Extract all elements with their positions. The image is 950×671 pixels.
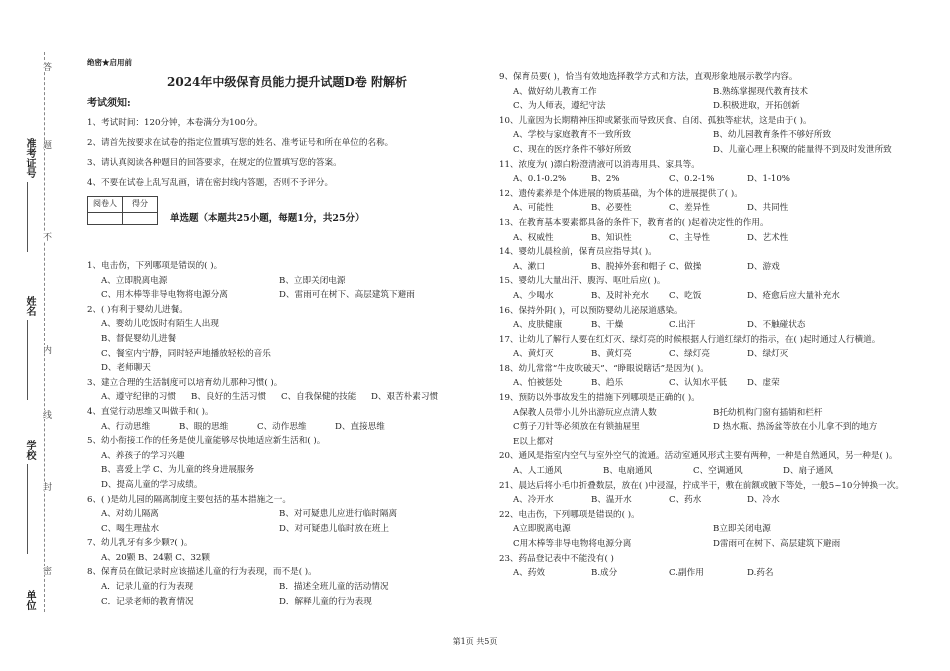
seal-line <box>44 52 45 612</box>
answer-option[interactable]: C、药水 <box>669 495 702 506</box>
answer-option[interactable]: A、黄灯灭 <box>513 349 554 360</box>
answer-option[interactable]: D、扇子通风 <box>783 466 833 477</box>
question-text: 7、幼儿乳牙有多少颗?( )。 <box>87 538 193 549</box>
seal-char: 封 <box>41 482 51 491</box>
answer-option[interactable]: D、虚荣 <box>747 378 780 389</box>
answer-option[interactable]: B、必要性 <box>591 203 632 214</box>
answer-option[interactable]: B、对可疑患儿应进行临时隔离 <box>279 509 398 520</box>
answer-option[interactable]: D、绿灯灭 <box>747 349 789 360</box>
question-text: 3、建立合理的生活制度可以培育幼儿那种习惯( )。 <box>87 377 283 388</box>
option-row <box>499 318 939 333</box>
option-row <box>499 172 939 187</box>
answer-option[interactable]: B立即关闭电源 <box>713 524 771 535</box>
answer-option[interactable]: B、知识性 <box>591 232 632 243</box>
answer-option[interactable]: B、立即关闭电源 <box>279 275 346 286</box>
answer-option[interactable]: D、艰苦朴素习惯 <box>371 392 439 403</box>
answer-option[interactable]: C、餐室内宁静，同时轻声地播放轻松的音乐 <box>101 348 271 359</box>
answer-option[interactable]: B、温开水 <box>591 495 632 506</box>
option-row <box>499 420 939 435</box>
notice-item: 4、不要在试卷上乱写乱画，请在密封线内答题，否则不予评分。 <box>87 178 334 189</box>
answer-option[interactable]: B、喜爱上学 C、为儿童的终身进展服务 <box>101 465 255 476</box>
seal-char: 线 <box>41 410 51 419</box>
answer-option[interactable]: C、用木棒等非导电物将电源分离 <box>101 290 228 301</box>
notice-item: 1、考试时间：120分钟，本卷满分为100分。 <box>87 117 263 128</box>
grader-header: 阅卷人 <box>88 197 123 213</box>
answer-option[interactable]: C、吃饭 <box>669 290 702 301</box>
school-label: 学校 <box>24 440 35 460</box>
answer-option[interactable]: C、喝生理盐水 <box>101 523 160 534</box>
answer-option[interactable]: A、少喝水 <box>513 290 554 301</box>
option-row <box>87 390 461 405</box>
option-row <box>499 260 939 275</box>
exam-title: 2024年中级保育员能力提升试题D卷 附解析 <box>167 74 407 89</box>
answer-option[interactable]: D 热水瓶、热汤盆等放在小儿拿不到的地方 <box>713 422 878 433</box>
answer-option[interactable]: B托幼机构门窗有插销和栏杆 <box>713 407 823 418</box>
answer-option[interactable]: D雷雨可在树下、高层建筑下避雨 <box>713 539 841 549</box>
question-text: 23、药品登记表中不能没有( ) <box>499 553 614 564</box>
answer-option[interactable]: D、共同性 <box>747 203 789 214</box>
option-row <box>499 143 939 158</box>
answer-option[interactable]: B、干燥 <box>591 320 624 331</box>
option-row <box>87 274 461 289</box>
exam-header <box>87 56 487 225</box>
answer-option[interactable]: A、人工通风 <box>513 466 563 477</box>
answer-option[interactable]: E以上都对 <box>513 436 554 447</box>
question-text: 11、浓度为( )漂白粉澄清液可以消毒用具、家具等。 <box>499 159 700 170</box>
answer-option[interactable]: C、自我保健的技能 <box>281 392 357 403</box>
option-row <box>499 566 939 581</box>
answer-option[interactable]: B、幼儿园教育条件不够好所致 <box>713 130 832 141</box>
answer-option[interactable]: B、电扇通风 <box>603 466 653 477</box>
answer-option[interactable]: A、权威性 <box>513 232 554 243</box>
answer-option[interactable]: C、动作思维 <box>257 421 307 432</box>
answer-option[interactable]: C.出汗 <box>669 320 696 331</box>
question-text: 6、( )是幼儿园的隔离制度主要包括的基本措施之一。 <box>87 494 291 505</box>
notice-heading: 考试须知: <box>87 98 131 110</box>
answer-option[interactable]: B、黄灯亮 <box>591 349 632 360</box>
page-footer: 第1页 共5页 <box>452 637 498 646</box>
answer-option[interactable]: A、0.1-0.2% <box>513 174 567 185</box>
name-field[interactable] <box>27 320 38 400</box>
question-text: 14、婴幼儿晨检前，保育员应指导其( )。 <box>499 247 657 258</box>
question-text: 16、保持外阴( )，可以预防婴幼儿泌尿道感染。 <box>499 305 683 316</box>
answer-option[interactable]: A、漱口 <box>513 261 545 272</box>
answer-option[interactable]: C、空调通风 <box>693 466 743 477</box>
admission-number-label: 准考证号 <box>24 138 35 178</box>
question-text: 13、在教育基本要素都具备的条件下，教育者的( )起着决定性的作用。 <box>499 217 769 228</box>
answer-option[interactable]: A、可能性 <box>513 203 554 214</box>
option-row <box>499 289 939 304</box>
answer-option[interactable]: B.熟练掌握现代教育技术 <box>713 86 808 97</box>
answer-option[interactable]: D、直接思维 <box>335 421 385 432</box>
question-text: 4、直觉行动思维又叫做手和( )。 <box>87 406 214 417</box>
question-text: 12、遗传素养是个体进展的物质基础，为个体的进展提供了( )。 <box>499 188 743 199</box>
seal-char: 密 <box>41 566 51 575</box>
answer-option[interactable]: C、绿灯亮 <box>669 349 710 360</box>
option-row <box>87 580 461 595</box>
answer-option[interactable]: C、现在的医疗条件不够好所致 <box>513 144 632 155</box>
option-row <box>499 537 939 552</box>
answer-option[interactable]: A、冷开水 <box>513 495 554 506</box>
answer-option[interactable]: D、雷雨可在树下、高层建筑下避雨 <box>279 290 415 301</box>
notice-item: 2、请首先按要求在试卷的指定位置填写您的姓名、准考证号和所在单位的名称。 <box>87 137 394 148</box>
answer-option[interactable]: D．解释儿童的行为表现 <box>279 596 372 607</box>
answer-option[interactable]: D、疮愈后应大量补充水 <box>747 290 840 301</box>
answer-option[interactable]: A保教人员带小儿外出游玩应点清人数 <box>513 407 657 418</box>
option-row <box>499 347 939 362</box>
question-text: 15、婴幼儿大量出汗、腹泻、呕吐后应( )。 <box>499 276 666 287</box>
question-text: 20、通风是指室内空气与室外空气的流通。活动室通风形式主要有两种，一种是自然通风，另一种是( )。 <box>499 451 898 462</box>
option-row <box>87 420 461 435</box>
option-row <box>499 522 939 537</box>
option-row <box>499 464 939 479</box>
answer-option[interactable]: B．描述全班儿童的活动情况 <box>279 582 389 593</box>
answer-option[interactable]: C．记录老师的教育情况 <box>101 596 194 607</box>
question-text: 18、幼儿常常“牛皮吹破天”、“睁眼说瞎话”是因为( )。 <box>499 363 709 374</box>
answer-option[interactable]: D、不触碰状态 <box>747 320 806 331</box>
score-cell[interactable] <box>123 212 158 224</box>
answer-option[interactable]: C用木棒等非导电物将电源分离 <box>513 539 632 549</box>
seal-char: 题 <box>41 140 51 149</box>
answer-option[interactable]: D.积极进取，开拓创新 <box>713 101 800 112</box>
option-row <box>499 493 939 508</box>
option-row <box>499 376 939 391</box>
option-row <box>87 288 461 303</box>
answer-option[interactable]: A、养孩子的学习兴趣 <box>101 450 185 461</box>
answer-option[interactable]: B、趋乐 <box>591 378 624 389</box>
answer-option[interactable]: D.药名 <box>747 568 774 579</box>
answer-option[interactable]: D、游戏 <box>747 261 780 272</box>
answer-option[interactable]: C、差异性 <box>669 203 710 214</box>
right-question-list <box>499 70 939 581</box>
answer-option[interactable]: A、20颗 B、24颗 C、32颗 <box>101 552 210 563</box>
answer-option[interactable]: A、怕被惩处 <box>513 378 563 389</box>
answer-option[interactable]: B、及时补充水 <box>591 290 649 301</box>
question-text: 1、电击伤，下列哪项是错误的( )。 <box>87 261 223 271</box>
question-text: 19、预防以外事故发生的措施下列哪项是正确的( )。 <box>499 393 700 404</box>
question-text: 17、让幼儿了解行人要在红灯灭、绿灯亮的时候根据人行道红绿灯的指示，在( )起时通过人行横道。 <box>499 334 881 345</box>
school-field[interactable] <box>27 464 38 554</box>
answer-option[interactable]: B.成分 <box>591 568 618 579</box>
name-label: 姓名 <box>24 296 35 316</box>
option-row <box>87 595 461 610</box>
option-row <box>499 201 939 216</box>
score-header: 得分 <box>123 197 158 213</box>
answer-option[interactable]: C、0.2-1% <box>669 174 715 185</box>
answer-option[interactable]: C、做操 <box>669 261 702 272</box>
option-row <box>499 435 939 450</box>
answer-option[interactable]: C、认知水平低 <box>669 378 728 389</box>
grader-cell[interactable] <box>88 212 123 224</box>
answer-option[interactable]: A、行动思维 <box>101 421 151 432</box>
option-row <box>499 85 939 100</box>
question-text: 5、幼小衔接工作的任务是使儿童能够尽快地适应新生活和( )。 <box>87 436 326 447</box>
answer-option[interactable]: C、主导性 <box>669 232 710 243</box>
notice-list <box>87 116 487 191</box>
option-row <box>499 406 939 421</box>
admission-number-field[interactable] <box>27 182 38 252</box>
answer-option[interactable]: D、提高儿童的学习成绩。 <box>101 479 203 490</box>
answer-option[interactable]: D、冷水 <box>747 495 780 506</box>
answer-option[interactable]: A、立即脱离电源 <box>101 275 168 286</box>
answer-option[interactable]: B、督促婴幼儿进餐 <box>101 333 177 344</box>
unit-label: 单位 <box>24 590 35 610</box>
notice-item: 3、请认真阅读各种题目的回答要求，在规定的位置填写您的答案。 <box>87 157 342 168</box>
answer-option[interactable]: A立即脱离电源 <box>513 524 571 535</box>
option-row <box>87 522 461 537</box>
question-text: 10、儿童因为长期精神压抑或紧张而导致厌食、自闭、孤独等症状，这是由于( )。 <box>499 115 812 126</box>
answer-option[interactable]: C、为人师表，遵纪守法 <box>513 101 606 112</box>
answer-option[interactable]: A、婴幼儿吃饭时有陌生人出现 <box>101 319 219 330</box>
option-row <box>499 99 939 114</box>
question-text: 2、( )有利于婴幼儿进餐。 <box>87 304 188 315</box>
answer-option[interactable]: A．记录儿童的行为表现 <box>101 582 194 593</box>
answer-option[interactable]: B、脱掉外套和帽子 <box>591 261 667 272</box>
answer-option[interactable]: D、艺术性 <box>747 232 789 243</box>
answer-option[interactable]: A、学校与家庭教育不一致所致 <box>513 130 631 141</box>
option-row <box>499 231 939 246</box>
question-text: 8、保育员在做记录时应该描述儿童的行为表现，而不是( )。 <box>87 567 317 578</box>
binding-margin <box>0 0 60 671</box>
option-row <box>499 128 939 143</box>
answer-option[interactable]: A、药效 <box>513 568 545 579</box>
answer-option[interactable]: D、老师聊天 <box>101 363 151 374</box>
answer-option[interactable]: C剪子刀针等必须放在有锁抽屉里 <box>513 422 640 433</box>
answer-option[interactable]: D、对可疑患儿临时放在班上 <box>279 523 390 534</box>
question-text: 22、电击伤，下列哪项是错误的( )。 <box>499 509 640 520</box>
answer-option[interactable]: D、儿童心理上积聚的能量得不到及时发泄所致 <box>713 144 892 155</box>
seal-char: 内 <box>41 345 51 354</box>
answer-option[interactable]: A、做好幼儿教育工作 <box>513 86 597 97</box>
answer-option[interactable]: C.副作用 <box>669 568 704 579</box>
answer-option[interactable]: A、遵守纪律的习惯 <box>101 392 176 403</box>
answer-option[interactable]: B、眼的思维 <box>179 421 229 432</box>
option-row <box>87 507 461 522</box>
answer-option[interactable]: D、1-10% <box>747 174 790 185</box>
answer-option[interactable]: A、对幼儿隔离 <box>101 509 159 520</box>
question-text: 21、晨达后将小毛巾折叠数层，放在( )中浸湿，拧成半干，敷在前额或腋下等处，一般5~10分钟换一次。 <box>499 480 904 491</box>
answer-option[interactable]: B、2% <box>591 174 620 185</box>
left-question-list <box>87 259 461 609</box>
seal-char: 答 <box>41 62 51 71</box>
answer-option[interactable]: A、皮肤健康 <box>513 320 563 331</box>
answer-option[interactable]: B、良好的生活习惯 <box>191 392 267 403</box>
question-text: 9、保育员要( )，恰当有效地选择教学方式和方法，直观形象地展示教学内容。 <box>499 72 798 82</box>
score-table <box>87 196 158 225</box>
section-title: 单选题（本题共25小题，每题1分，共25分） <box>170 213 365 224</box>
secret-mark: 绝密★启用前 <box>87 58 132 67</box>
seal-char: 不 <box>41 232 51 241</box>
